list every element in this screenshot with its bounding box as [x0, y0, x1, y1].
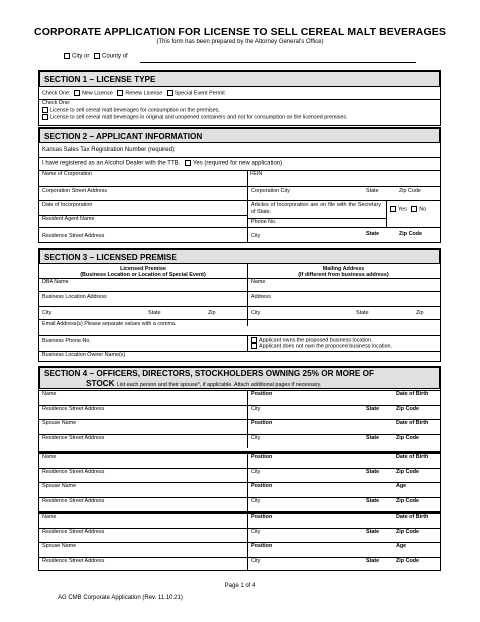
page-subtitle: (This form has been prepared by the Attorney General's Office): [156, 39, 324, 45]
agent-city-label: City: [251, 233, 261, 239]
officer-res2-label: Residence Street Address: [42, 435, 105, 441]
officer-state-label: State: [366, 406, 380, 412]
business-location-label: Business Location Address: [42, 294, 107, 300]
corp-name-label: Name of Corporation: [42, 171, 93, 177]
agent-phone-label: Phone No.: [251, 219, 277, 225]
city-label: City or: [72, 53, 90, 60]
officer-dob2-label: Age: [396, 543, 407, 549]
section4-title: SECTION 4 – OFFICERS, DIRECTORS, STOCKHOLDERS OWNING 25% OR MORE OF: [44, 369, 374, 378]
county-name-line[interactable]: [140, 62, 416, 63]
renew-license-label: Renew License: [125, 90, 163, 97]
section1-header: SECTION 1 – LICENSE TYPE: [39, 71, 440, 87]
mailing-address-heading: Mailing Address: [322, 266, 365, 272]
officer-name-label: Name: [42, 514, 57, 520]
officer-state2-label: State: [366, 498, 380, 504]
corp-state-label: State: [366, 188, 379, 194]
new-license-label: New License: [81, 90, 113, 97]
mailing-address-subheading: (If different from business address): [298, 272, 389, 278]
section4-title-stock: STOCK: [86, 379, 115, 388]
dba-name-label: DBA Name: [42, 279, 69, 285]
officer-position-label: Position: [251, 391, 273, 397]
officer-dob-label: Date of Birth: [396, 514, 429, 520]
mailing-name-label: Name: [251, 279, 266, 285]
corp-street-label: Corporation Street Address: [42, 188, 108, 194]
officer-zip2-label: Zip Code: [396, 558, 420, 564]
not-own-location-option: Applicant does not own the proposed business location.: [251, 343, 392, 350]
officer-state2-label: State: [366, 435, 380, 441]
mailing-city-label: City: [251, 310, 261, 316]
officer-position-label: Position: [251, 514, 273, 520]
officer-spouse-label: Spouse Name: [42, 420, 77, 426]
section4-header: [39, 367, 440, 389]
mailing-zip-label: Zip: [416, 310, 424, 316]
ttb-row: [42, 160, 282, 167]
email-label: Email Address(s) Please separate values with a comma.: [42, 321, 177, 327]
licensed-premise-heading: Licensed Premise: [120, 266, 166, 272]
owner-name-label: Business Location Owner Name(s): [42, 352, 126, 358]
articles-no-checkbox[interactable]: [411, 206, 417, 212]
county-label: County of: [102, 53, 128, 60]
officer-spouse-label: Spouse Name: [42, 543, 77, 549]
not-own-location-checkbox[interactable]: [251, 343, 257, 349]
corp-city-label: Corporation City: [251, 188, 290, 194]
articles-yes-checkbox[interactable]: [390, 206, 396, 212]
ttb-label: I have registered as an Alcohol Dealer with the TTB.: [42, 160, 181, 167]
section3-header: SECTION 3 – LICENSED PREMISE: [39, 249, 440, 264]
city-checkbox[interactable]: [64, 53, 70, 59]
license-type-row: [42, 90, 225, 97]
officer-position2-label: Position: [251, 483, 273, 489]
tax-registration-label: Kansas Sales Tax Registration Number (required):: [42, 147, 176, 153]
mailing-address-label: Address: [251, 294, 271, 300]
agent-zip-label: Zip Code: [399, 231, 423, 237]
form-id: AG CMB Corporate Application (Rev. 11.10.21): [58, 595, 183, 601]
officer-position-label: Position: [251, 454, 273, 460]
section2-header: SECTION 2 – APPLICANT INFORMATION: [39, 128, 440, 143]
business-phone-label: Business Phone No.: [42, 338, 91, 344]
premise-zip-label: Zip: [208, 310, 216, 316]
fein-label: FEIN: [250, 171, 263, 177]
premise-state-label: State: [148, 310, 161, 316]
officer-city2-label: City: [251, 435, 261, 441]
officer-dob-label: Date of Birth: [396, 391, 429, 397]
officer-dob-label: Date of Birth: [396, 454, 429, 460]
officer-res-label: Residence Street Address: [42, 529, 105, 535]
check-one-label: Check One:: [42, 90, 71, 97]
officer-dob2-label: Age: [396, 483, 407, 489]
mailing-state-label: State: [356, 310, 369, 316]
page-title: CORPORATE APPLICATION FOR LICENSE TO SELL CEREAL MALT BEVERAGES: [34, 26, 446, 38]
renew-license-checkbox[interactable]: [117, 90, 123, 96]
articles-label: Articles of Incorporation are on file with the Secretary of State.: [251, 202, 381, 215]
ttb-yes-label: Yes (required for new application): [192, 160, 283, 167]
officer-city2-label: City: [251, 558, 261, 564]
officer-zip-label: Zip Code: [396, 406, 420, 412]
ttb-yes-checkbox[interactable]: [185, 160, 191, 166]
new-license-checkbox[interactable]: [74, 90, 80, 96]
on-premises-checkbox[interactable]: [42, 107, 48, 113]
incorporation-date-label: Date of Incorporation: [42, 202, 93, 208]
officer-res-label: Residence Street Address: [42, 469, 105, 475]
officer-zip2-label: Zip Code: [396, 498, 420, 504]
officer-state-label: State: [366, 469, 380, 475]
section2-frame: [38, 127, 441, 243]
licensed-premise-subheading: (Business Location or Location of Special Event): [80, 272, 206, 278]
officer-dob2-label: Date of Birth: [396, 420, 429, 426]
officer-city-label: City: [251, 469, 261, 475]
officer-city-label: City: [251, 406, 261, 412]
jurisdiction-row: [64, 53, 128, 60]
officer-state2-label: State: [366, 558, 380, 564]
officer-zip-label: Zip Code: [396, 529, 420, 535]
agent-street-label: Residence Street Address: [42, 233, 105, 239]
special-event-checkbox[interactable]: [167, 90, 173, 96]
special-event-label: Special Event Permit: [174, 90, 225, 97]
page-number: Page 1 of 4: [224, 583, 256, 589]
premise-city-label: City: [42, 310, 52, 316]
agent-name-label: Resident Agent Name: [42, 216, 95, 222]
officer-spouse-label: Spouse Name: [42, 483, 77, 489]
officer-name-label: Name: [42, 454, 57, 460]
officer-state-label: State: [366, 529, 380, 535]
corp-zip-label: Zip Code: [399, 188, 421, 194]
officer-position2-label: Position: [251, 420, 273, 426]
agent-state-label: State: [366, 231, 380, 237]
officer-city2-label: City: [251, 498, 261, 504]
owns-location-option: Applicant owns the proposed business location.: [251, 337, 373, 344]
option-on-premises: License to sell cereal malt beverages for consumption on the premises.: [42, 107, 220, 114]
officer-res2-label: Residence Street Address: [42, 558, 105, 564]
check-one-label-2: Check One:: [42, 100, 71, 106]
off-premises-checkbox[interactable]: [42, 114, 48, 120]
option-off-premises: License to sell cereal malt beverages in original and unopened containers and not for consumption on the licensed premises.: [42, 114, 348, 121]
articles-yes-no: Yes No: [390, 206, 426, 213]
county-checkbox[interactable]: [94, 53, 100, 59]
section4-note: List each person and their spouse*, if applicable. Attach additional pages if necessary.: [116, 382, 322, 388]
officer-city-label: City: [251, 529, 261, 535]
officer-name-label: Name: [42, 391, 57, 397]
officer-position2-label: Position: [251, 543, 273, 549]
officer-res-label: Residence Street Address: [42, 406, 105, 412]
officer-res2-label: Residence Street Address: [42, 498, 105, 504]
officer-zip-label: Zip Code: [396, 469, 420, 475]
officer-zip2-label: Zip Code: [396, 435, 420, 441]
